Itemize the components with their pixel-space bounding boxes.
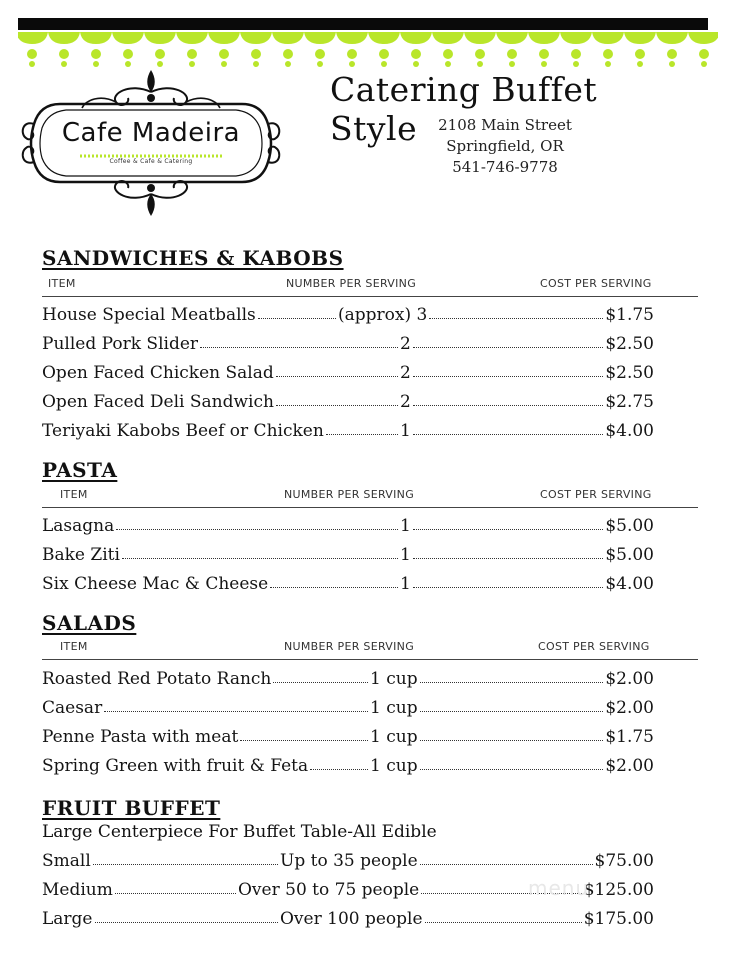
leader-dots — [413, 347, 604, 348]
leader-dots — [122, 558, 398, 559]
col-item: ITEM — [48, 277, 76, 290]
menu-item-quantity: (approx) 3 — [338, 305, 428, 325]
leader-dots — [420, 740, 604, 741]
col-cost: COST PER SERVING — [540, 277, 652, 290]
menu-item-price: $175.00 — [583, 909, 654, 929]
leader-dots — [326, 434, 398, 435]
col-number: NUMBER PER SERVING — [284, 488, 415, 501]
menu-item-quantity: 2 — [400, 392, 411, 412]
menu-row — [42, 669, 654, 693]
section-title-fruit: FRUIT BUFFET — [42, 796, 221, 820]
page-title: Catering Buffet Style — [330, 70, 598, 148]
menu-item-price: $4.00 — [605, 421, 654, 441]
menu-item-name: Open Faced Chicken Salad — [42, 363, 274, 383]
menu-item-price: $2.00 — [605, 756, 654, 776]
col-item: ITEM — [60, 640, 88, 653]
leader-dots — [240, 740, 368, 741]
section-title-sandwiches: SANDWICHES & KABOBS — [42, 246, 344, 270]
menu-row — [42, 363, 654, 387]
fruit-subtitle: Large Centerpiece For Buffet Table-All Edible — [42, 822, 437, 842]
menu-item-quantity: 2 — [400, 334, 411, 354]
menu-item-name: Large — [42, 909, 93, 929]
menu-row — [42, 756, 654, 780]
menu-item-price: $2.00 — [605, 698, 654, 718]
section-title-salads: SALADS — [42, 611, 137, 635]
leader-dots — [104, 711, 368, 712]
menu-item-price: $2.75 — [605, 392, 654, 412]
menu-row — [42, 305, 654, 329]
top-black-bar — [18, 18, 708, 30]
menu-row — [42, 851, 654, 875]
menu-item-price: $1.75 — [605, 305, 654, 325]
menu-item-price: $2.50 — [605, 334, 654, 354]
menu-item-quantity: 1 — [400, 545, 411, 565]
leader-dots — [273, 682, 368, 683]
menu-row — [42, 392, 654, 416]
leader-dots — [270, 587, 398, 588]
section-rule — [42, 659, 698, 660]
menu-item-quantity: 2 — [400, 363, 411, 383]
leader-dots — [276, 376, 398, 377]
menu-item-name: Spring Green with fruit & Feta — [42, 756, 309, 776]
menu-item-name: Lasagna — [42, 516, 115, 536]
menu-row — [42, 727, 654, 751]
menu-row — [42, 698, 654, 722]
leader-dots — [115, 893, 236, 894]
col-item: ITEM — [60, 488, 88, 501]
section-rule — [42, 296, 698, 297]
menu-row — [42, 574, 654, 598]
section-rule — [42, 507, 698, 508]
menu-row — [42, 421, 654, 445]
menu-item-price: $5.00 — [605, 545, 654, 565]
leader-dots — [413, 558, 604, 559]
menu-item-quantity: 1 — [400, 516, 411, 536]
leader-dots — [413, 434, 604, 435]
leader-dots — [95, 922, 279, 923]
col-number: NUMBER PER SERVING — [286, 277, 417, 290]
leader-dots — [413, 405, 604, 406]
leader-dots — [429, 318, 603, 319]
leader-dots — [420, 769, 604, 770]
leader-dots — [93, 864, 278, 865]
menu-item-quantity: 1 cup — [370, 698, 418, 718]
menu-item-price: $2.50 — [605, 363, 654, 383]
menu-item-price: $125.00 — [583, 880, 654, 900]
menu-item-name: Penne Pasta with meat — [42, 727, 239, 747]
logo-name: Cafe Madeira — [61, 118, 241, 148]
col-cost: COST PER SERVING — [538, 640, 650, 653]
menu-item-name: Roasted Red Potato Ranch — [42, 669, 272, 689]
menu-item-quantity: 1 — [400, 574, 411, 594]
leader-dots — [310, 769, 368, 770]
col-cost: COST PER SERVING — [540, 488, 652, 501]
leader-dots — [420, 682, 604, 683]
menu-item-name: Small — [42, 851, 91, 871]
menu-item-name: Caesar — [42, 698, 103, 718]
menu-item-name: Six Cheese Mac & Cheese — [42, 574, 269, 594]
menu-row — [42, 334, 654, 358]
phone-number: 541-746-9778 — [452, 158, 558, 176]
menu-item-quantity: Over 100 people — [280, 909, 423, 929]
menu-item-name: Open Faced Deli Sandwich — [42, 392, 274, 412]
menu-item-quantity: 1 — [400, 421, 411, 441]
leader-dots — [116, 529, 398, 530]
menu-item-price: $5.00 — [605, 516, 654, 536]
watermark: menu — [528, 876, 590, 900]
leader-dots — [413, 376, 604, 377]
menu-item-name: Bake Ziti — [42, 545, 120, 565]
menu-item-name: Teriyaki Kabobs Beef or Chicken — [42, 421, 324, 441]
leader-dots — [258, 318, 336, 319]
leader-dots — [413, 587, 604, 588]
leader-dots — [413, 529, 604, 530]
menu-item-name: Pulled Pork Slider — [42, 334, 199, 354]
menu-item-quantity: Up to 35 people — [280, 851, 418, 871]
menu-item-quantity: 1 cup — [370, 669, 418, 689]
menu-item-price: $2.00 — [605, 669, 654, 689]
menu-item-quantity: 1 cup — [370, 727, 418, 747]
menu-row — [42, 909, 654, 933]
leader-dots — [420, 711, 604, 712]
menu-item-price: $4.00 — [605, 574, 654, 594]
menu-row — [42, 545, 654, 569]
leader-dots — [276, 405, 398, 406]
section-title-pasta: PASTA — [42, 458, 118, 482]
address-street: 2108 Main Street — [438, 116, 572, 134]
menu-item-quantity: Over 50 to 75 people — [238, 880, 420, 900]
address-city: Springfield, OR — [446, 137, 564, 155]
leader-dots — [425, 922, 582, 923]
menu-item-quantity: 1 cup — [370, 756, 418, 776]
col-number: NUMBER PER SERVING — [284, 640, 415, 653]
menu-item-price: $1.75 — [605, 727, 654, 747]
logo-tagline: Coffee & Cafe & Catering — [109, 158, 193, 165]
menu-item-price: $75.00 — [594, 851, 654, 871]
menu-item-name: Medium — [42, 880, 113, 900]
menu-item-name: House Special Meatballs — [42, 305, 256, 325]
leader-dots — [420, 864, 593, 865]
leader-dots — [200, 347, 398, 348]
menu-row — [42, 516, 654, 540]
